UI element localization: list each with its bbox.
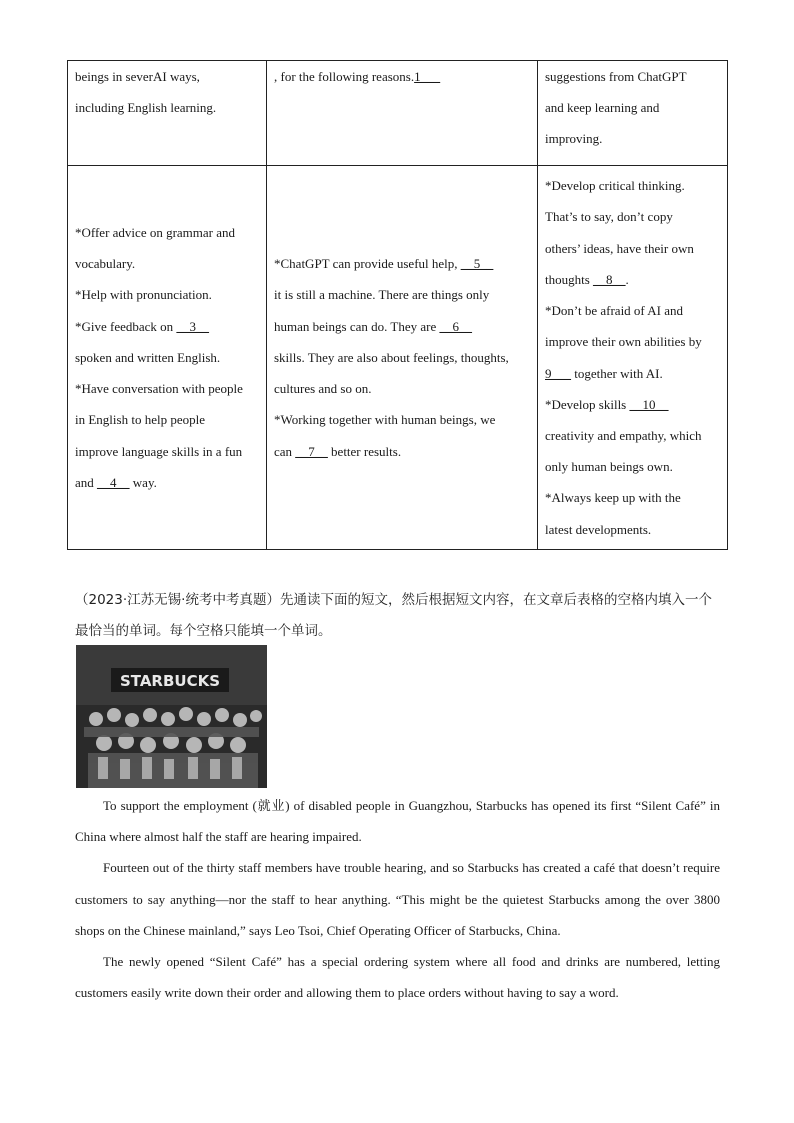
cell-line bbox=[545, 92, 720, 123]
cell-line bbox=[545, 358, 720, 389]
cell-line bbox=[274, 404, 530, 435]
cell-text: spoken and written English. bbox=[75, 349, 221, 365]
cell-line bbox=[274, 61, 530, 92]
cell-line bbox=[75, 467, 259, 498]
cell-line bbox=[545, 61, 720, 92]
cell-text: . bbox=[625, 271, 629, 287]
answer-blank[interactable]: __7__ bbox=[295, 443, 328, 459]
cell-line bbox=[75, 61, 259, 92]
table-cell bbox=[267, 166, 538, 550]
answer-blank[interactable]: __10__ bbox=[629, 396, 669, 412]
cell-text: vocabulary. bbox=[75, 256, 136, 272]
cell-text: *ChatGPT can provide useful help, bbox=[274, 256, 461, 272]
answer-blank[interactable]: 1___ bbox=[414, 69, 441, 84]
cell-line bbox=[75, 92, 259, 123]
cell-line bbox=[545, 170, 720, 201]
article-text bbox=[75, 790, 720, 1008]
article-paragraph: The newly opened “Silent Café” has a special ordering system where all food and drinks are numbered, letting customers easily write down their order and allowing them to place orders without having to say a word. bbox=[75, 954, 720, 1001]
cell-text: *Working together with human beings, we bbox=[274, 412, 496, 428]
cell-line bbox=[545, 264, 720, 295]
cell-line bbox=[545, 233, 720, 264]
table-cell bbox=[538, 166, 728, 550]
table-row bbox=[68, 61, 728, 166]
answer-blank[interactable]: __5__ bbox=[460, 256, 494, 272]
cell-text: suggestions from ChatGPT bbox=[545, 69, 687, 84]
answer-blank[interactable]: __4__ bbox=[97, 474, 130, 490]
answer-blank[interactable]: __3__ bbox=[176, 318, 209, 334]
cell-text: only human beings own. bbox=[545, 459, 673, 475]
table-cell bbox=[267, 61, 538, 166]
cell-text: way. bbox=[129, 474, 157, 490]
cell-text: human beings can do. They are bbox=[274, 318, 440, 334]
cell-line bbox=[75, 342, 259, 373]
exercise-instructions: （2023·江苏无锡·统考中考真题）先通读下面的短文，然后根据短文内容，在文章后表格的空格内填入一个最恰当的单词。每个空格只能填一个单词。 bbox=[75, 592, 712, 639]
cell-text: *Develop critical thinking. bbox=[545, 178, 685, 194]
article-paragraph: To support the employment (就业) of disabled people in Guangzhou, Starbucks has opened its first “Silent Café” in China where almost half the staff are hearing impaired. bbox=[75, 798, 720, 845]
cell-text: *Don’t be afraid of AI and bbox=[545, 303, 684, 319]
cell-line bbox=[545, 123, 720, 154]
article-paragraph: Fourteen out of the thirty staff members have trouble hearing, and so Starbucks has created a café that doesn’t require customers to say anything—nor the staff to hear anything. “This might be the quietest Starbucks among the over 3800 shops on the Chinese mainland,” says Leo Tsoi, Chief Operating Officer of Starbucks, China. bbox=[75, 860, 720, 938]
cell-text: *Always keep up with the bbox=[545, 490, 681, 506]
cell-line bbox=[274, 373, 530, 404]
cell-line bbox=[545, 389, 720, 420]
cell-text: *Help with pronunciation. bbox=[75, 287, 212, 303]
cell-line bbox=[545, 451, 720, 482]
cell-line bbox=[75, 311, 259, 342]
cell-line bbox=[545, 201, 720, 232]
cell-text: in English to help people bbox=[75, 412, 205, 428]
group-photo-image bbox=[76, 645, 267, 788]
table-row bbox=[68, 166, 728, 550]
cell-line bbox=[545, 295, 720, 326]
cell-line bbox=[274, 248, 530, 279]
cell-text: latest developments. bbox=[545, 521, 652, 537]
cell-line bbox=[75, 279, 259, 310]
cell-line bbox=[75, 248, 259, 279]
table-cell bbox=[68, 61, 267, 166]
answer-blank[interactable]: __8__ bbox=[593, 271, 626, 287]
cell-text: skills. They are also about feelings, thoughts, bbox=[274, 349, 509, 365]
cell-line bbox=[75, 217, 259, 248]
cell-text: *Develop skills bbox=[545, 396, 630, 412]
cell-line bbox=[545, 514, 720, 545]
cell-line bbox=[545, 482, 720, 513]
cell-text: improve their own abilities by bbox=[545, 334, 702, 350]
cell-text: improve language skills in a fun bbox=[75, 443, 243, 459]
cell-text: *Have conversation with people bbox=[75, 381, 243, 397]
cell-text: *Give feedback on bbox=[75, 318, 177, 334]
table-cell bbox=[68, 166, 267, 550]
starbucks-sign: STARBUCKS bbox=[119, 672, 221, 690]
answer-blank[interactable]: __6__ bbox=[439, 318, 472, 334]
cell-text: it is still a machine. There are things only bbox=[274, 287, 490, 303]
cell-line bbox=[75, 404, 259, 435]
starbucks-staff-photo bbox=[76, 645, 267, 788]
answer-table bbox=[67, 60, 728, 550]
cell-text: That’s to say, don’t copy bbox=[545, 209, 673, 225]
cell-text: , for the following reasons. bbox=[274, 69, 415, 84]
cell-text: improving. bbox=[545, 131, 603, 147]
cell-line bbox=[274, 311, 530, 342]
cell-line bbox=[274, 279, 530, 310]
cell-line bbox=[545, 326, 720, 357]
cell-text: and keep learning and bbox=[545, 100, 660, 116]
cell-text: beings in severAI ways, bbox=[75, 69, 200, 84]
cell-line bbox=[545, 420, 720, 451]
cell-line bbox=[75, 436, 259, 467]
cell-text: others’ ideas, have their own bbox=[545, 240, 694, 256]
cell-text: including English learning. bbox=[75, 100, 217, 116]
answer-blank[interactable]: 9___ bbox=[545, 365, 571, 381]
cell-text: together with AI. bbox=[571, 365, 663, 381]
cell-text: better results. bbox=[327, 443, 402, 459]
cell-text: creativity and empathy, which bbox=[545, 427, 702, 443]
cell-text: cultures and so on. bbox=[274, 381, 372, 397]
cell-line bbox=[75, 373, 259, 404]
cell-text: can bbox=[274, 443, 296, 459]
cell-text: *Offer advice on grammar and bbox=[75, 225, 236, 241]
table-cell bbox=[538, 61, 728, 166]
cell-text: and bbox=[75, 474, 98, 490]
cell-text: thoughts bbox=[545, 271, 594, 287]
cell-line bbox=[274, 436, 530, 467]
cell-line bbox=[274, 342, 530, 373]
